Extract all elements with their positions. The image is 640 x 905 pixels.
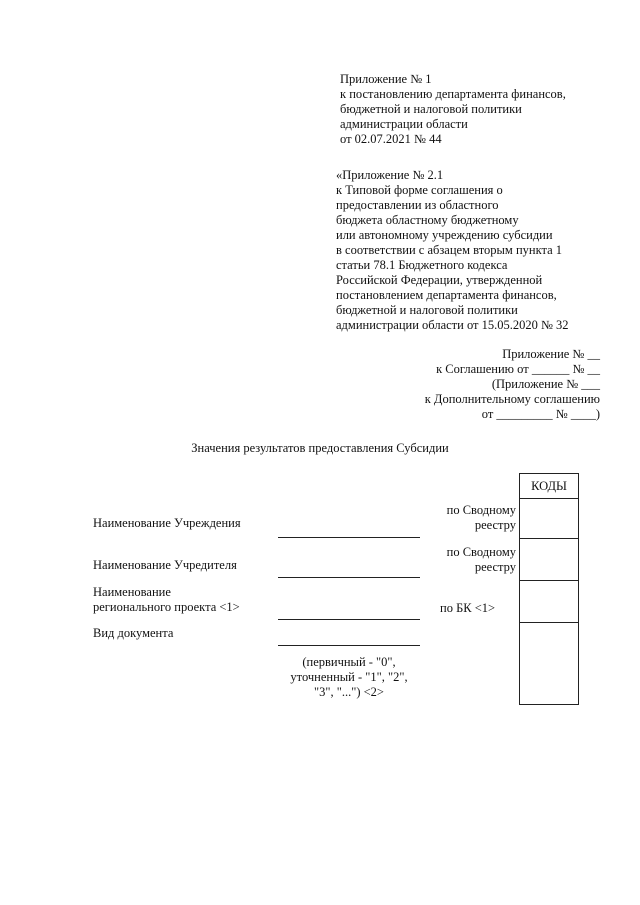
appendix-2-1-line: Российской Федерации, утвержденной bbox=[336, 273, 543, 287]
agreement-ref-line: (Приложение № ___ bbox=[491, 377, 600, 391]
registry-label-2 bbox=[447, 545, 516, 575]
appendix-1-block bbox=[340, 72, 566, 147]
registry-label-1 bbox=[447, 503, 516, 533]
appendix-2-1-line: к Типовой форме соглашения о bbox=[336, 183, 503, 197]
codes-table bbox=[519, 473, 579, 705]
appendix-2-1-line: бюджетной и налоговой политики bbox=[336, 303, 518, 317]
code-cell-bk bbox=[520, 580, 578, 622]
appendix-2-1-line: предоставлении из областного bbox=[336, 198, 499, 212]
doc-type-note-line: (первичный - "0", bbox=[302, 655, 396, 669]
appendix-1-line: от 02.07.2021 № 44 bbox=[340, 132, 442, 146]
bk-label: по БК <1> bbox=[440, 601, 496, 615]
appendix-2-1-line: в соответствии с абзацем вторым пункта 1 bbox=[336, 243, 563, 257]
agreement-ref-line: к Соглашению от ______ № __ bbox=[436, 362, 600, 376]
doc-type-note-line: уточненный - "1", "2", bbox=[290, 670, 408, 684]
institution-label: Наименование Учреждения bbox=[93, 516, 241, 530]
appendix-2-1-line: «Приложение № 2.1 bbox=[336, 168, 444, 182]
registry-label-line: реестру bbox=[474, 518, 516, 532]
regional-project-underline bbox=[278, 619, 420, 620]
founder-label: Наименование Учредителя bbox=[93, 558, 237, 572]
agreement-ref-line: Приложение № __ bbox=[502, 347, 600, 361]
agreement-ref-line: от _________ № ____) bbox=[481, 407, 600, 421]
appendix-1-line: администрации области bbox=[340, 117, 468, 131]
code-cell-institution-registry bbox=[520, 498, 578, 538]
appendix-1-line: бюджетной и налоговой политики bbox=[340, 102, 522, 116]
founder-underline bbox=[278, 577, 420, 578]
regional-project-label bbox=[93, 585, 240, 615]
code-cell-founder-registry bbox=[520, 538, 578, 580]
appendix-2-1-line: статьи 78.1 Бюджетного кодекса bbox=[336, 258, 508, 272]
appendix-2-1-line: бюджета областному бюджетному bbox=[336, 213, 519, 227]
appendix-2-1-line: или автономному учреждению субсидии bbox=[336, 228, 553, 242]
registry-label-line: реестру bbox=[474, 560, 516, 574]
doc-type-note-line: "3", "...") <2> bbox=[314, 685, 384, 699]
appendix-1-line: Приложение № 1 bbox=[340, 72, 432, 86]
registry-label-line: по Сводному bbox=[446, 545, 516, 559]
doc-type-label: Вид документа bbox=[93, 626, 174, 640]
agreement-ref-line: к Дополнительному соглашению bbox=[424, 392, 600, 406]
doc-type-underline bbox=[278, 645, 420, 646]
appendix-2-1-block bbox=[336, 168, 569, 333]
code-cell-doc-type bbox=[520, 622, 578, 704]
appendix-1-line: к постановлению департамента финансов, bbox=[340, 87, 566, 101]
appendix-2-1-line: постановлением департамента финансов, bbox=[336, 288, 557, 302]
agreement-ref-block bbox=[425, 347, 600, 422]
doc-type-note bbox=[279, 655, 419, 700]
regional-project-label-line: Наименование bbox=[93, 585, 171, 599]
registry-label-line: по Сводному bbox=[446, 503, 516, 517]
regional-project-label-line: регионального проекта <1> bbox=[93, 600, 240, 614]
codes-header: КОДЫ bbox=[531, 479, 567, 493]
document-title: Значения результатов предоставления Субсидии bbox=[191, 441, 449, 455]
institution-underline bbox=[278, 537, 420, 538]
appendix-2-1-line: администрации области от 15.05.2020 № 32 bbox=[336, 318, 569, 332]
